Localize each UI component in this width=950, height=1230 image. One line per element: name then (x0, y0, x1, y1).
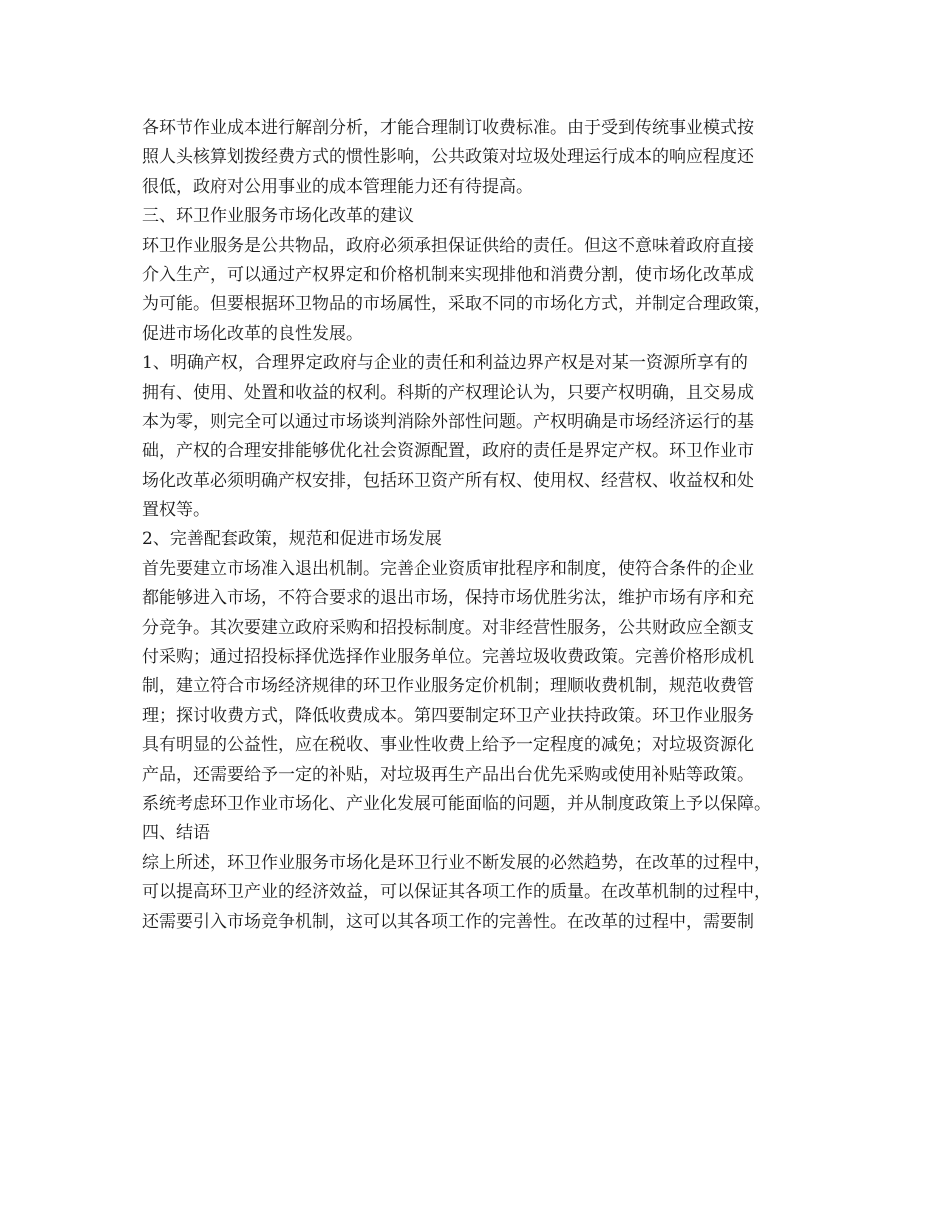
text-line: 还需要引入市场竞争机制，这可以其各项工作的完善性。在改革的过程中，需要制 (142, 911, 754, 932)
text-line: 都能够进入市场，不符合要求的退出市场，保持市场优胜劣汰，维护市场有序和充 (142, 588, 754, 609)
text-line: 础，产权的合理安排能够优化社会资源配置，政府的责任是界定产权。环卫作业市 (142, 441, 754, 462)
text-line: 产品，还需要给予一定的补贴，对垃圾再生产品出台优先采购或使用补贴等政策。 (142, 764, 754, 785)
text-line: 各环节作业成本进行解剖分析，才能合理制订收费标准。由于受到传统事业模式按 (142, 118, 754, 138)
text-line: 照人头核算划拨经费方式的惯性影响，公共政策对垃圾处理运行成本的响应程度还 (142, 147, 754, 168)
text-line: 场化改革必须明确产权安排，包括环卫资产所有权、使用权、经营权、收益权和处 (142, 470, 754, 491)
text-line: 系统考虑环卫作业市场化、产业化发展可能面临的问题，并从制度政策上予以保障。 (142, 793, 771, 814)
text-line: 环卫作业服务是公共物品，政府必须承担保证供给的责任。但这不意味着政府直接 (142, 235, 754, 256)
text-line: 1、明确产权，合理界定政府与企业的责任和利益边界产权是对某一资源所享有的 (142, 353, 748, 374)
text-line: 拥有、使用、处置和收益的权利。科斯的产权理论认为，只要产权明确，且交易成 (142, 382, 754, 403)
text-line: 2、完善配套政策，规范和促进市场发展 (142, 529, 442, 550)
text-line: 置权等。 (142, 500, 210, 521)
text-line: 为可能。但要根据环卫物品的市场属性，采取不同的市场化方式，并制定合理政策， (142, 294, 771, 315)
text-line: 促进市场化改革的良性发展。 (142, 323, 363, 344)
text-line: 可以提高环卫产业的经济效益，可以保证其各项工作的质量。在改革机制的过程中， (142, 882, 771, 903)
text-line: 首先要建立市场准入退出机制。完善企业资质审批程序和制度，使符合条件的企业 (142, 558, 754, 579)
text-line: 制，建立符合市场经济规律的环卫作业服务定价机制；理顺收费机制，规范收费管 (142, 676, 754, 697)
text-line: 具有明显的公益性，应在税收、事业性收费上给予一定程度的减免；对垃圾资源化 (142, 735, 754, 756)
text-line: 综上所述，环卫作业服务市场化是环卫行业不断发展的必然趋势，在改革的过程中， (142, 852, 771, 873)
document-body (142, 114, 812, 937)
text-line: 很低，政府对公用事业的成本管理能力还有待提高。 (142, 176, 533, 197)
text-line: 本为零，则完全可以通过市场谈判消除外部性问题。产权明确是市场经济运行的基 (142, 411, 754, 432)
text-line: 分竞争。其次要建立政府采购和招投标制度。对非经营性服务，公共财政应全额支 (142, 617, 754, 638)
text-line: 付采购；通过招投标择优选择作业服务单位。完善垃圾收费政策。完善价格形成机 (142, 647, 754, 668)
text-line: 介入生产，可以通过产权界定和价格机制来实现排他和消费分割，使市场化改革成 (142, 264, 754, 285)
text-line: 四、结语 (142, 823, 210, 844)
text-line: 三、环卫作业服务市场化改革的建议 (142, 206, 414, 227)
text-line: 理；探讨收费方式，降低收费成本。第四要制定环卫产业扶持政策。环卫作业服务 (142, 705, 754, 726)
